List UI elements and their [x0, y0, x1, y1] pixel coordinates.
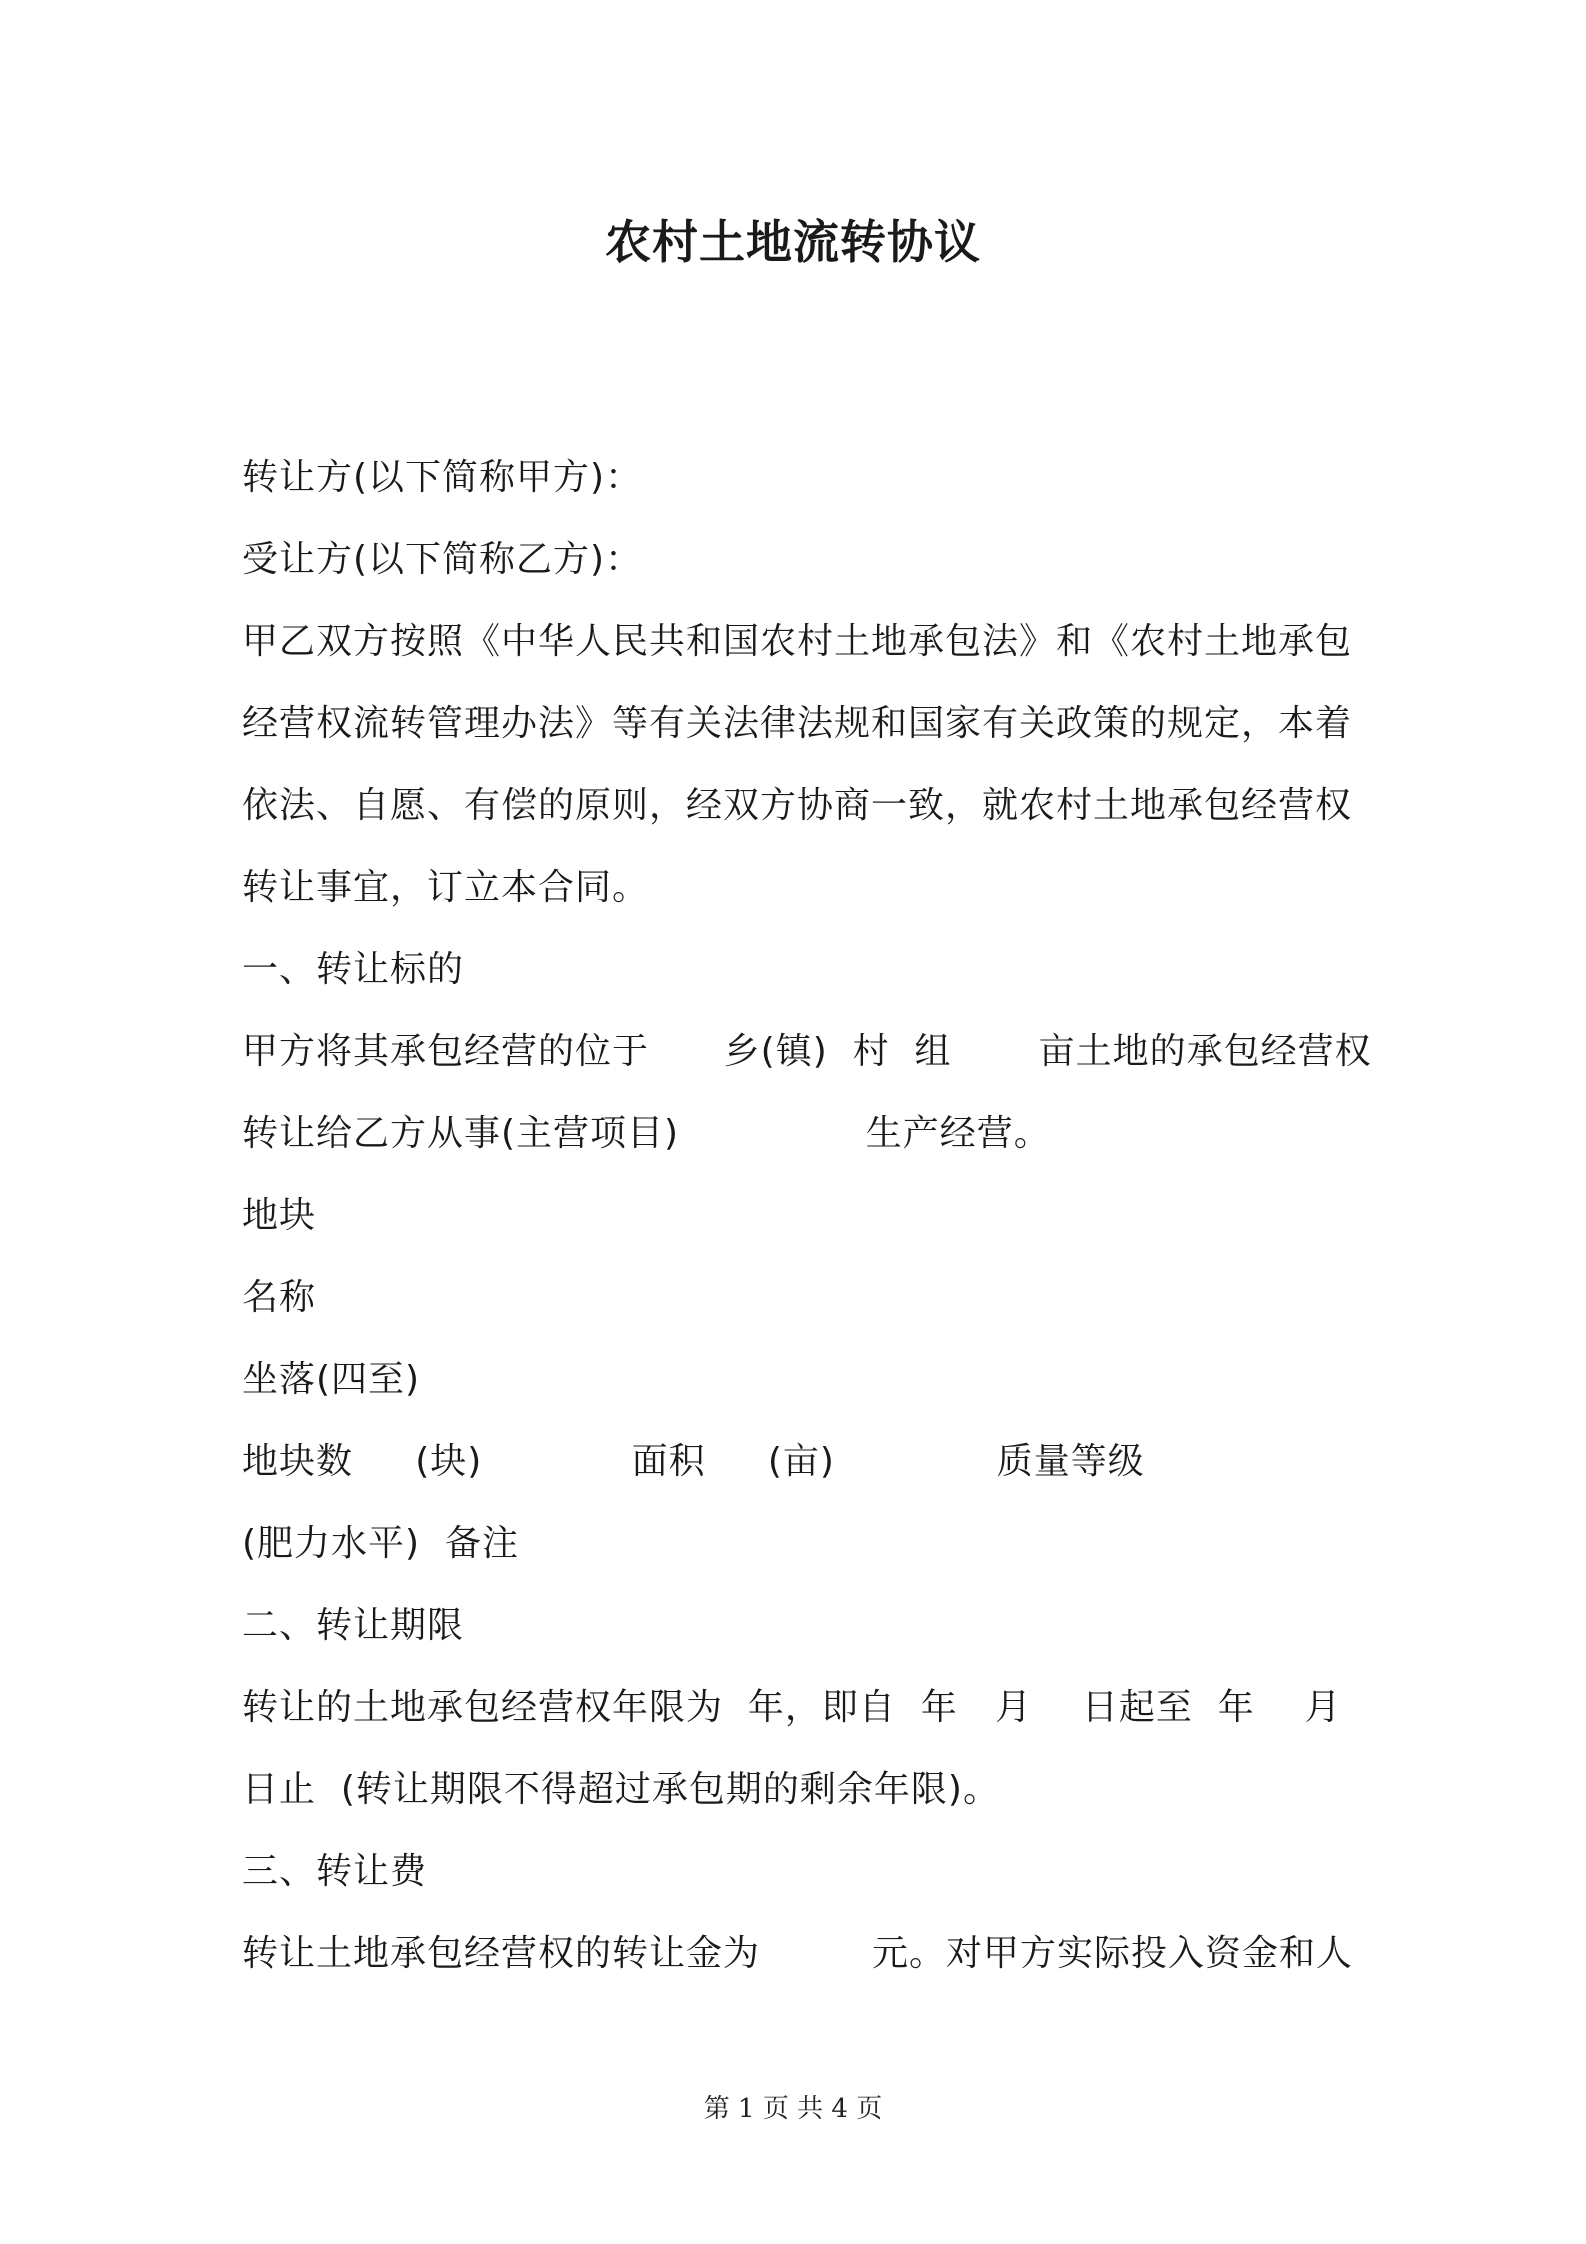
name-label: 名称 — [242, 1277, 317, 1318]
page-footer: 第 1 页 共 4 页 — [703, 2094, 883, 2124]
section-2-line-2: 日止 (转让期限不得超过承包期的剩余年限)。 — [242, 1769, 1000, 1810]
party-b-line: 受让方(以下简称乙方)： — [242, 539, 643, 580]
section-2-heading: 二、转让期限 — [242, 1605, 465, 1646]
plot-label: 地块 — [242, 1195, 317, 1236]
section-1-line-1: 甲方将其承包经营的位于 乡(镇) 村 组 亩土地的承包经营权 — [242, 1031, 1372, 1072]
document-title: 农村土地流转协议 — [605, 215, 981, 269]
section-1-line-2: 转让给乙方从事(主营项目) 生产经营。 — [242, 1113, 1051, 1154]
section-1-heading: 一、转让标的 — [242, 949, 465, 990]
party-a-line: 转让方(以下简称甲方)： — [242, 457, 643, 498]
intro-line-2: 经营权流转管理办法》等有关法律法规和国家有关政策的规定，本着 — [242, 703, 1353, 744]
section-3-heading: 三、转让费 — [242, 1851, 428, 1892]
fertility-remarks-line: (肥力水平) 备注 — [242, 1523, 519, 1564]
plot-details-line: 地块数 (块) 面积 (亩) 质量等级 — [242, 1441, 1145, 1482]
section-3-line-1: 转让土地承包经营权的转让金为 元。对甲方实际投入资金和人 — [242, 1933, 1353, 1974]
intro-line-4: 转让事宜，订立本合同。 — [242, 867, 650, 908]
section-2-line-1: 转让的土地承包经营权年限为 年，即自 年 月 日起至 年 月 — [242, 1687, 1342, 1728]
intro-line-3: 依法、自愿、有偿的原则，经双方协商一致，就农村土地承包经营权 — [242, 785, 1353, 826]
location-label: 坐落(四至) — [242, 1359, 421, 1400]
intro-line-1: 甲乙双方按照《中华人民共和国农村土地承包法》和《农村土地承包 — [242, 621, 1353, 662]
